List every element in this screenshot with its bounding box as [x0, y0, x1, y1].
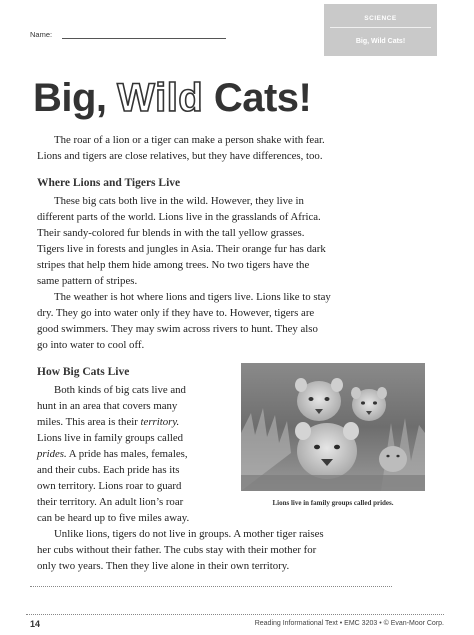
subject-divider: [330, 27, 431, 28]
body-line: Their sandy-colored fur blends in with the tall yellow grasses.: [37, 227, 305, 239]
footer-credit: Reading Informational Text • EMC 3203 • © Evan-Moor Corp.: [254, 620, 444, 627]
body-line: Lions live in family groups called: [37, 432, 184, 444]
body-line: only two years. Then they live alone in their own territory.: [37, 560, 290, 572]
name-label: Name:: [30, 30, 53, 39]
body-line: her cubs without their father. The cubs stay with their mother for: [37, 544, 317, 556]
body-line: prides. A pride has males, females,: [37, 448, 188, 460]
body-line: These big cats both live in the wild. However, they live in: [54, 195, 304, 207]
body-line: good swimmers. They may swim across rivers to hunt. They also: [37, 323, 318, 335]
section-heading: Where Lions and Tigers Live: [37, 177, 181, 189]
body-line: dry. They go into water only if they have to. However, tigers are: [37, 307, 315, 319]
body-line: different parts of the world. Lions live in the grasslands of Africa.: [37, 211, 321, 223]
body-line: Tigers live in forests and jungles in Asia. Their orange fur has dark: [37, 243, 326, 255]
intro-line: Lions and tigers are close relatives, but they have differences, too.: [37, 150, 323, 162]
term-prides: prides.: [37, 448, 67, 460]
body-line: own territory. Lions roar to guard: [37, 480, 182, 492]
title-part-wild: Wild: [117, 76, 204, 120]
page-title: [33, 76, 311, 120]
body-line: can be heard up to five miles away.: [37, 512, 190, 524]
subject-tab: [324, 4, 437, 56]
subject-label: SCIENCE: [364, 15, 397, 22]
lion-photo: [241, 363, 425, 491]
divider: [30, 586, 392, 587]
footer-rule: [26, 614, 444, 615]
body-line: their territory. An adult lion’s roar: [37, 496, 184, 508]
photo-caption: Lions live in family groups called prides.: [272, 499, 394, 507]
term-territory: territory.: [140, 416, 180, 428]
body-line: hunt in an area that covers many: [37, 400, 178, 412]
name-line: [62, 38, 226, 39]
body-line: go into water to cool off.: [37, 339, 145, 351]
title-part-3: Cats!: [203, 76, 312, 120]
body-line: The weather is hot where lions and tigers live. Lions like to stay: [54, 291, 331, 303]
body-line: Both kinds of big cats live and: [54, 384, 186, 396]
body-line: and their cubs. Each pride has its: [37, 464, 180, 476]
body-line: stripes that help them hide among trees. No two tigers have the: [37, 259, 310, 271]
title-part-1: Big,: [33, 76, 118, 120]
page-number: 14: [30, 619, 41, 629]
body-line: miles. This area is their territory.: [37, 416, 180, 428]
unit-title: Big, Wild Cats!: [355, 38, 406, 45]
intro-line: The roar of a lion or a tiger can make a person shake with fear.: [54, 134, 325, 146]
body-line: Unlike lions, tigers do not live in groups. A mother tiger raises: [54, 528, 324, 540]
section-heading: How Big Cats Live: [37, 366, 130, 378]
body-line: same pattern of stripes.: [37, 275, 138, 287]
